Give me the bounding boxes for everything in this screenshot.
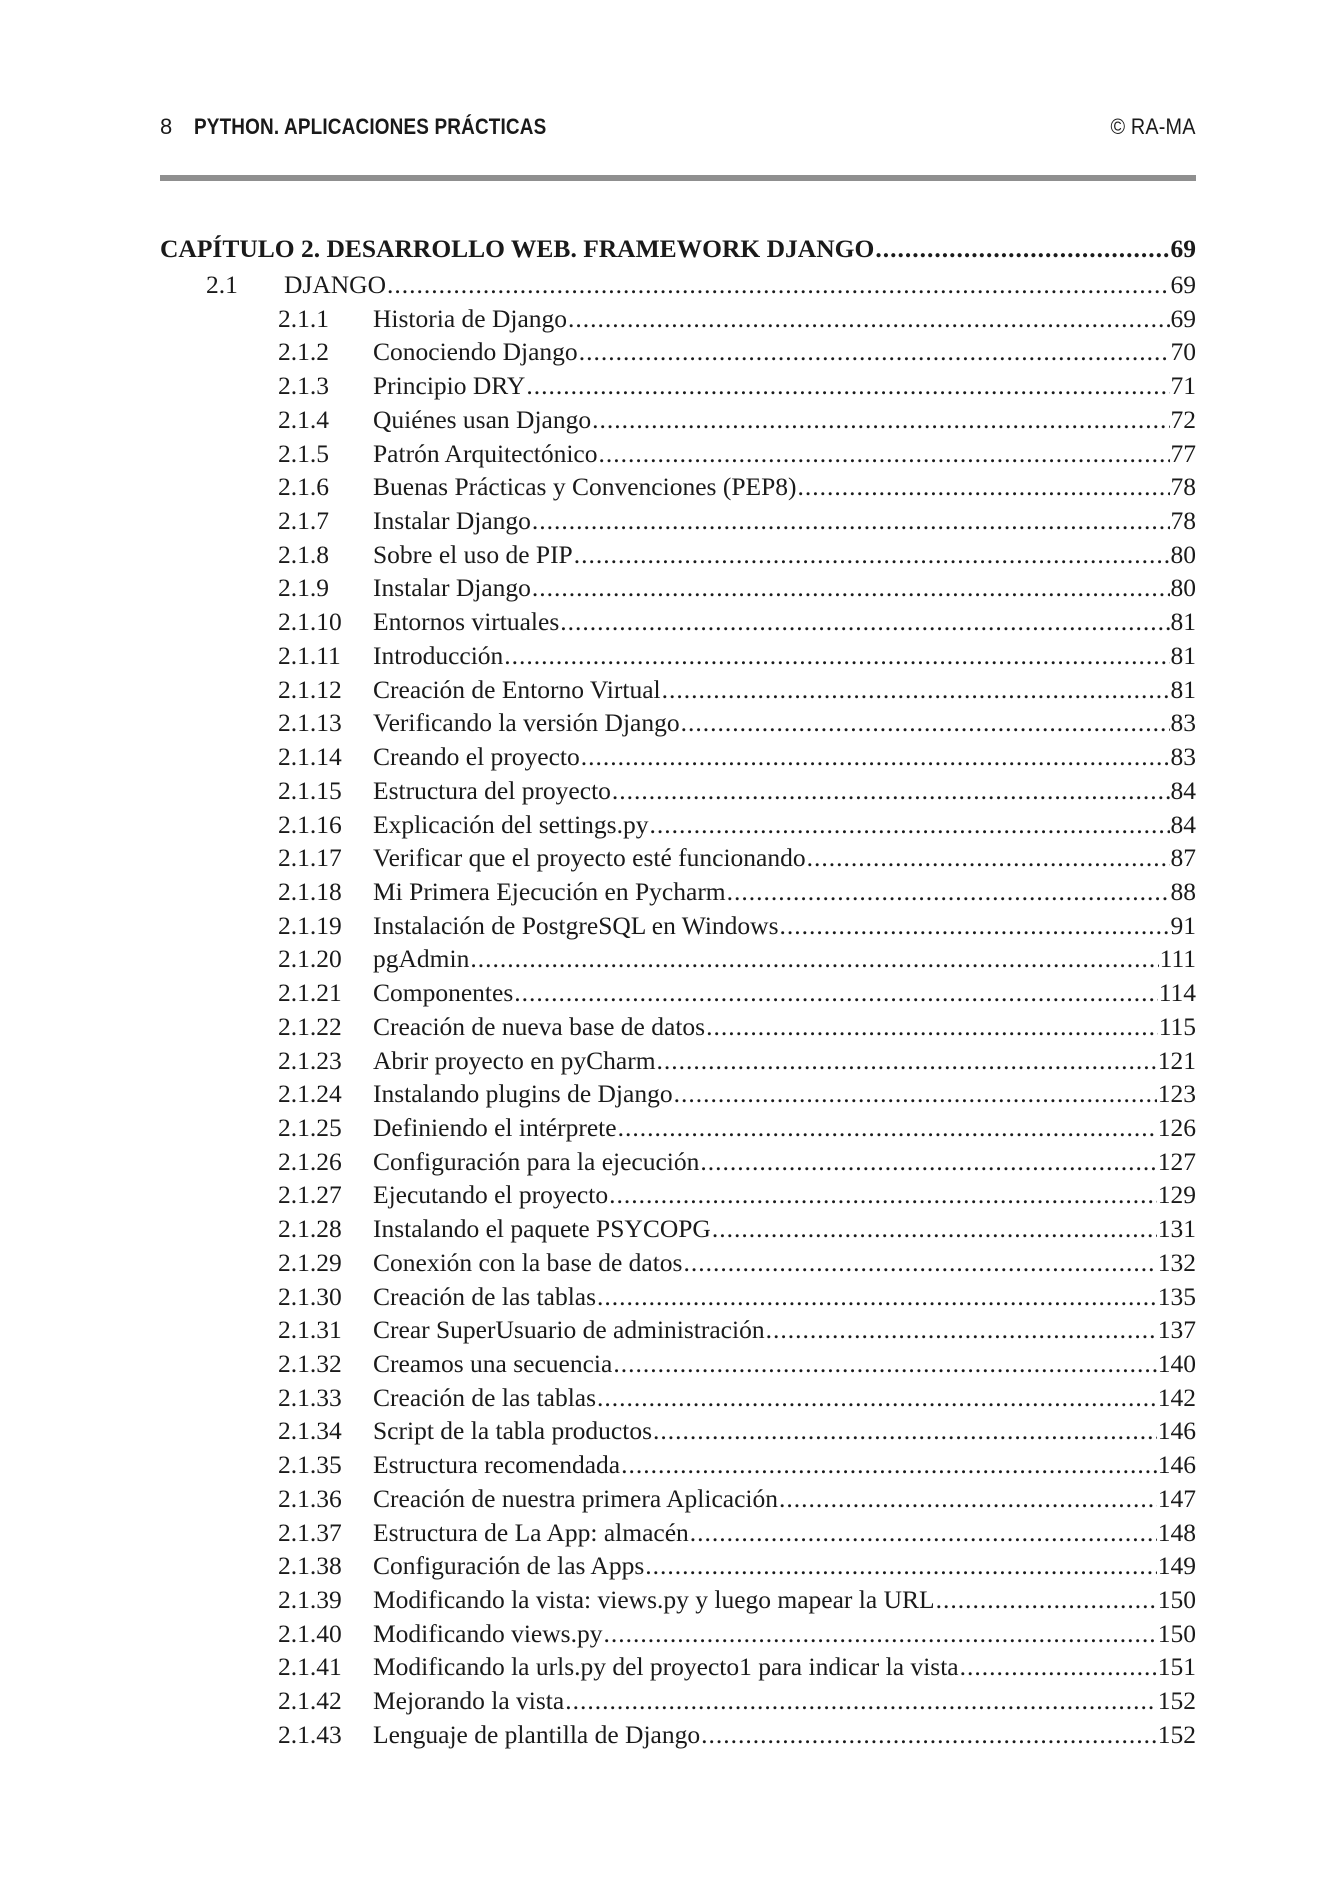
- toc-subsection-title: Creamos una secuencia: [373, 1349, 613, 1378]
- toc-dot-leader: [612, 774, 1170, 808]
- toc-subsection-number: 2.1.27: [278, 1180, 342, 1210]
- toc-subsection-entry[interactable]: [160, 673, 1196, 707]
- toc-subsection-number: 2.1.37: [278, 1517, 342, 1547]
- toc-subsection-page: 140: [1157, 1349, 1196, 1378]
- toc-subsection-title: Definiendo el intérprete: [373, 1112, 617, 1142]
- toc-dot-leader: [960, 1650, 1157, 1684]
- toc-dot-leader: [701, 1718, 1157, 1752]
- toc-subsection-entry[interactable]: [160, 774, 1196, 808]
- toc-dot-leader: [579, 335, 1170, 369]
- toc-dot-leader: [780, 909, 1170, 943]
- toc-subsection-title: Modificando la vista: views.py y luego mapear la URL: [373, 1585, 935, 1615]
- toc-subsection-title: Configuración de las Apps: [373, 1551, 645, 1581]
- toc-dot-leader: [683, 1246, 1156, 1280]
- toc-subsection-title: Instalando plugins de Django: [373, 1079, 673, 1109]
- toc-subsection-page: 121: [1157, 1045, 1196, 1075]
- toc-subsection-entry[interactable]: [160, 437, 1196, 471]
- toc-subsection-page: 71: [1170, 371, 1196, 401]
- toc-dot-leader: [727, 875, 1170, 909]
- toc-dot-leader: [581, 740, 1170, 774]
- header-rule: [160, 175, 1196, 181]
- toc-subsection-entry[interactable]: [160, 335, 1196, 369]
- toc-subsection-page: 84: [1170, 809, 1196, 839]
- toc-subsection-title: Modificando views.py: [373, 1618, 603, 1648]
- toc-subsection-title: Modificando la urls.py del proyecto1 para indicar la vista: [373, 1652, 959, 1682]
- toc-subsection-page: 146: [1157, 1450, 1196, 1480]
- toc-subsection-title: Creación de nueva base de datos: [373, 1011, 706, 1041]
- toc-subsection-entry[interactable]: [160, 538, 1196, 572]
- toc-dot-leader: [706, 1010, 1158, 1044]
- toc-subsection-entry[interactable]: [160, 1313, 1196, 1347]
- toc-dot-leader: [662, 673, 1170, 707]
- toc-subsection-entry[interactable]: [160, 875, 1196, 909]
- toc-subsection-title: Creando el proyecto: [373, 742, 580, 772]
- toc-subsection-number: 2.1.31: [278, 1315, 342, 1345]
- toc-subsection-number: 2.1.21: [278, 978, 342, 1008]
- toc-subsection-title: Ejecutando el proyecto: [373, 1180, 609, 1210]
- toc-subsection-title: Buenas Prácticas y Convenciones (PEP8): [373, 472, 797, 502]
- toc-dot-leader: [597, 1280, 1157, 1314]
- toc-subsection-page: 88: [1170, 876, 1196, 906]
- toc-subsection-number: 2.1.29: [278, 1247, 342, 1277]
- toc-subsection-page: 150: [1157, 1585, 1196, 1615]
- book-page: [160, 0, 1196, 1890]
- toc-subsection-page: 72: [1170, 404, 1196, 434]
- toc-subsection-page: 126: [1157, 1112, 1196, 1142]
- toc-dot-leader: [712, 1212, 1157, 1246]
- toc-subsection-number: 2.1.42: [278, 1686, 342, 1716]
- toc-subsection-entry[interactable]: [160, 1044, 1196, 1078]
- toc-dot-leader: [621, 1448, 1157, 1482]
- toc-subsection-title: Principio DRY: [373, 371, 526, 401]
- toc-subsection-page: 83: [1170, 708, 1196, 738]
- toc-subsection-number: 2.1.39: [278, 1585, 342, 1615]
- toc-subsection-number: 2.1.8: [278, 539, 329, 569]
- toc-subsection-title: Configuración para la ejecución: [373, 1146, 700, 1176]
- toc-subsection-page: 142: [1157, 1382, 1196, 1412]
- toc-dot-leader: [798, 470, 1170, 504]
- toc-subsection-entry[interactable]: [160, 470, 1196, 504]
- toc-subsection-title: Historia de Django: [373, 303, 568, 333]
- toc-dot-leader: [766, 1313, 1157, 1347]
- toc-subsection-entry[interactable]: [160, 1650, 1196, 1684]
- toc-subsection-number: 2.1.13: [278, 708, 342, 738]
- toc-subsection-number: 2.1.5: [278, 438, 329, 468]
- toc-subsection-title: Creación de Entorno Virtual: [373, 674, 661, 704]
- toc-subsection-page: 114: [1158, 978, 1196, 1008]
- toc-dot-leader: [807, 841, 1170, 875]
- toc-subsection-number: 2.1.3: [278, 371, 329, 401]
- toc-subsection-number: 2.1.30: [278, 1281, 342, 1311]
- toc-subsection-number: 2.1.41: [278, 1652, 342, 1682]
- toc-subsection-page: 150: [1157, 1618, 1196, 1648]
- toc-subsection-entry[interactable]: [160, 1482, 1196, 1516]
- toc-subsection-number: 2.1.36: [278, 1483, 342, 1513]
- toc-subsection-entry[interactable]: [160, 1414, 1196, 1448]
- toc-subsection-page: 81: [1170, 607, 1196, 637]
- toc-subsection-title: Quiénes usan Django: [373, 404, 592, 434]
- toc-dot-leader: [514, 976, 1157, 1010]
- toc-subsection-page: 146: [1157, 1416, 1196, 1446]
- toc-subsection-page: 78: [1170, 472, 1196, 502]
- toc-subsection-page: 129: [1157, 1180, 1196, 1210]
- toc-subsection-entry[interactable]: [160, 1381, 1196, 1415]
- toc-subsection-entry[interactable]: [160, 1145, 1196, 1179]
- toc-subsection-page: 80: [1170, 573, 1196, 603]
- toc-subsection-title: Estructura recomendada: [373, 1450, 621, 1480]
- toc-subsection-page: 111: [1159, 944, 1196, 974]
- toc-subsection-number: 2.1.28: [278, 1214, 342, 1244]
- toc-dot-leader: [645, 1549, 1157, 1583]
- toc-subsection-number: 2.1.16: [278, 809, 342, 839]
- toc-subsection-title: Lenguaje de plantilla de Django: [373, 1719, 701, 1749]
- toc-subsection-entry[interactable]: [160, 1111, 1196, 1145]
- toc-subsection-page: 132: [1157, 1247, 1196, 1277]
- toc-subsection-number: 2.1.11: [278, 640, 341, 670]
- toc-subsection-entry[interactable]: [160, 1246, 1196, 1280]
- toc-subsection-entry[interactable]: [160, 1010, 1196, 1044]
- header-publisher: © RA-MA: [1110, 114, 1196, 139]
- toc-subsection-number: 2.1.34: [278, 1416, 342, 1446]
- toc-subsection-page: 123: [1157, 1079, 1196, 1109]
- toc-subsection-title: Sobre el uso de PIP: [373, 539, 573, 569]
- toc-subsection-entry[interactable]: [160, 1347, 1196, 1381]
- toc-section-title: DJANGO: [284, 270, 386, 299]
- toc-subsection-page: 69: [1170, 303, 1196, 333]
- toc-subsection-page: 151: [1157, 1652, 1196, 1682]
- toc-subsection-entry[interactable]: [160, 706, 1196, 740]
- toc-subsection-title: Introducción: [373, 640, 504, 670]
- toc-subsection-number: 2.1.22: [278, 1011, 342, 1041]
- toc-subsection-number: 2.1.32: [278, 1349, 342, 1378]
- toc-dot-leader: [560, 605, 1169, 639]
- toc-dot-leader: [609, 1178, 1157, 1212]
- toc-subsection-title: Abrir proyecto en pyCharm: [373, 1045, 656, 1075]
- toc-dot-leader: [603, 1617, 1156, 1651]
- toc-subsection-page: 84: [1170, 775, 1196, 805]
- toc-subsection-title: Instalar Django: [373, 506, 531, 536]
- toc-dot-leader: [597, 1381, 1157, 1415]
- toc-subsection-entry[interactable]: [160, 1516, 1196, 1550]
- toc-subsection-page: 149: [1157, 1551, 1196, 1581]
- toc-subsection-title: Entornos virtuales: [373, 607, 560, 637]
- toc-subsection-entry[interactable]: [160, 1077, 1196, 1111]
- toc-subsection-entry[interactable]: [160, 605, 1196, 639]
- toc-subsection-entry[interactable]: [160, 740, 1196, 774]
- toc-dot-leader: [657, 1044, 1157, 1078]
- toc-chapter-entry[interactable]: [160, 230, 1196, 268]
- toc-subsection-title: Conexión con la base de datos: [373, 1247, 683, 1277]
- toc-subsection-title: Creación de las tablas: [373, 1281, 597, 1311]
- toc-subsection-title: Script de la tabla productos: [373, 1416, 653, 1446]
- toc-subsection-title: Mejorando la vista: [373, 1686, 565, 1716]
- toc-subsection-number: 2.1.35: [278, 1450, 342, 1480]
- toc-subsection-title: Patrón Arquitectónico: [373, 438, 598, 468]
- toc-subsection-page: 152: [1157, 1719, 1196, 1749]
- toc-subsection-number: 2.1.43: [278, 1719, 342, 1749]
- toc-subsection-page: 127: [1157, 1146, 1196, 1176]
- toc-subsection-entry[interactable]: [160, 841, 1196, 875]
- toc-subsection-page: 80: [1170, 539, 1196, 569]
- toc-dot-leader: [592, 403, 1169, 437]
- toc-subsection-entry[interactable]: [160, 1448, 1196, 1482]
- toc-subsection-entry[interactable]: [160, 808, 1196, 842]
- toc-subsection-page: 147: [1157, 1483, 1196, 1513]
- toc-subsection-page: 148: [1157, 1517, 1196, 1547]
- toc-subsection-title: Instalación de PostgreSQL en Windows: [373, 910, 779, 940]
- toc-subsection-number: 2.1.10: [278, 607, 342, 637]
- toc-subsection-title: Mi Primera Ejecución en Pycharm: [373, 876, 726, 906]
- toc-subsection-title: Estructura de La App: almacén: [373, 1517, 689, 1547]
- toc-subsection-entry[interactable]: [160, 571, 1196, 605]
- toc-subsection-number: 2.1.6: [278, 472, 329, 502]
- toc-subsection-number: 2.1.20: [278, 944, 342, 974]
- toc-subsection-entry[interactable]: [160, 976, 1196, 1010]
- toc-dot-leader: [779, 1482, 1157, 1516]
- toc-subsection-entry[interactable]: [160, 639, 1196, 673]
- toc-subsection-title: Creación de las tablas: [373, 1382, 597, 1412]
- toc-dot-leader: [532, 571, 1170, 605]
- toc-subsection-entry[interactable]: [160, 942, 1196, 976]
- toc-subsection-entry[interactable]: [160, 369, 1196, 403]
- toc-subsection-number: 2.1.38: [278, 1551, 342, 1581]
- toc-subsection-page: 131: [1157, 1214, 1196, 1244]
- toc-subsection-title: Instalar Django: [373, 573, 531, 603]
- toc-subsection-page: 137: [1157, 1315, 1196, 1345]
- toc-chapter-page: 69: [1170, 234, 1196, 263]
- toc-subsection-title: Instalando el paquete PSYCOPG: [373, 1214, 711, 1244]
- toc-subsection-title: Verificando la versión Django: [373, 708, 680, 738]
- toc-subsection-page: 81: [1170, 640, 1196, 670]
- toc-subsection-entry[interactable]: [160, 1280, 1196, 1314]
- toc-dot-leader: [532, 504, 1170, 538]
- header-page-number: 8: [160, 114, 173, 139]
- toc-subsection-entry[interactable]: [160, 1684, 1196, 1718]
- toc-dot-leader: [565, 1684, 1157, 1718]
- toc-subsection-number: 2.1.25: [278, 1112, 342, 1142]
- toc-subsection-number: 2.1.7: [278, 506, 329, 536]
- toc-subsection-entry[interactable]: [160, 1718, 1196, 1752]
- toc-subsection-number: 2.1.17: [278, 843, 342, 873]
- toc-subsection-entry[interactable]: [160, 302, 1196, 336]
- toc-subsection-page: 83: [1170, 742, 1196, 772]
- toc-dot-leader: [681, 706, 1170, 740]
- toc-subsection-number: 2.1.9: [278, 573, 329, 603]
- toc-subsection-number: 2.1.24: [278, 1079, 342, 1109]
- toc-subsection-page: 70: [1170, 337, 1196, 367]
- toc-dot-leader: [653, 1414, 1157, 1448]
- toc-subsection-number: 2.1.23: [278, 1045, 342, 1075]
- toc-subsection-number: 2.1.12: [278, 674, 342, 704]
- toc-subsection-page: 115: [1158, 1011, 1196, 1041]
- toc-subsection-number: 2.1.40: [278, 1618, 342, 1648]
- toc-subsection-page: 152: [1157, 1686, 1196, 1716]
- toc-subsection-number: 2.1.19: [278, 910, 342, 940]
- toc-dot-leader: [568, 302, 1169, 336]
- toc-subsection-entry[interactable]: [160, 403, 1196, 437]
- header-book-title: PYTHON. APLICACIONES PRÁCTICAS: [194, 114, 547, 139]
- toc-subsection-number: 2.1.2: [278, 337, 329, 367]
- toc-dot-leader: [649, 808, 1169, 842]
- toc-subsection-entry[interactable]: [160, 1212, 1196, 1246]
- toc-subsection-entry[interactable]: [160, 504, 1196, 538]
- toc-subsection-entry[interactable]: [160, 1617, 1196, 1651]
- toc-subsection-title: Explicación del settings.py: [373, 809, 649, 839]
- toc-subsection-number: 2.1.14: [278, 742, 342, 772]
- toc-subsection-number: 2.1.15: [278, 775, 342, 805]
- toc-dot-leader: [526, 369, 1169, 403]
- toc-subsection-number: 2.1.1: [278, 303, 329, 333]
- toc-dot-leader: [618, 1111, 1157, 1145]
- toc-subsection-title: Verificar que el proyecto esté funcionando: [373, 843, 806, 873]
- toc-subsection-page: 78: [1170, 506, 1196, 536]
- toc-section-page: 69: [1170, 270, 1196, 299]
- toc-chapter-title: CAPÍTULO 2. DESARROLLO WEB. FRAMEWORK DJANGO: [160, 234, 875, 263]
- toc-section-entry[interactable]: [160, 268, 1196, 302]
- toc-dot-leader: [700, 1145, 1156, 1179]
- toc-dot-leader: [690, 1516, 1157, 1550]
- toc-subsection-entry[interactable]: [160, 1178, 1196, 1212]
- toc-subsection-entry[interactable]: [160, 1583, 1196, 1617]
- toc-subsection-entry[interactable]: [160, 1549, 1196, 1583]
- toc-subsection-page: 135: [1157, 1281, 1196, 1311]
- toc-subsection-title: Estructura del proyecto: [373, 775, 611, 805]
- toc-dot-leader: [387, 268, 1170, 302]
- toc-subsection-title: Crear SuperUsuario de administración: [373, 1315, 765, 1345]
- toc-subsection-page: 77: [1170, 438, 1196, 468]
- toc-dot-leader: [504, 639, 1169, 673]
- toc-subsection-number: 2.1.18: [278, 876, 342, 906]
- toc-subsection-page: 81: [1170, 674, 1196, 704]
- toc-dot-leader: [613, 1347, 1156, 1381]
- toc-dot-leader: [470, 942, 1158, 976]
- toc-subsection-title: Conociendo Django: [373, 337, 578, 367]
- toc-subsection-title: pgAdmin: [373, 944, 470, 974]
- toc-dot-leader: [674, 1077, 1157, 1111]
- toc-dot-leader: [599, 437, 1170, 471]
- running-header: [160, 114, 1196, 148]
- toc-dot-leader: [875, 230, 1169, 268]
- toc-dot-leader: [574, 538, 1170, 572]
- toc-subsection-title: Creación de nuestra primera Aplicación: [373, 1483, 778, 1513]
- toc-subsection-number: 2.1.33: [278, 1382, 342, 1412]
- toc-subsection-entry[interactable]: [160, 909, 1196, 943]
- toc-subsection-page: 91: [1170, 910, 1196, 940]
- toc-subsection-page: 87: [1170, 843, 1196, 873]
- toc-section-number: 2.1: [206, 270, 238, 299]
- toc-subsection-number: 2.1.26: [278, 1146, 342, 1176]
- toc-dot-leader: [936, 1583, 1157, 1617]
- table-of-contents: [160, 230, 1196, 1752]
- toc-subsection-title: Componentes: [373, 978, 514, 1008]
- toc-subsection-number: 2.1.4: [278, 404, 329, 434]
